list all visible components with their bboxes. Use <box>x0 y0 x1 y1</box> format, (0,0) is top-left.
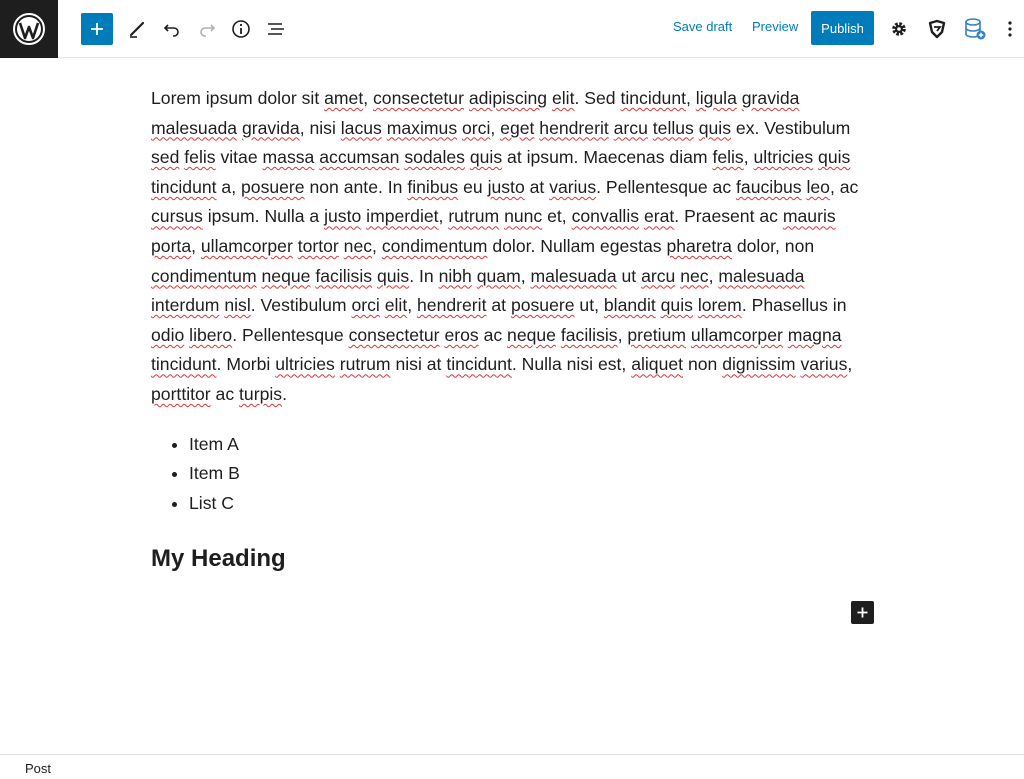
paragraph-word: malesuada <box>718 265 805 286</box>
paragraph-word: non <box>687 354 718 375</box>
paragraph-word: ipsum <box>526 147 574 168</box>
save-draft-button[interactable]: Save draft <box>673 19 733 34</box>
paragraph-word: non <box>309 176 339 197</box>
paragraph-word: at <box>529 176 545 197</box>
gear-icon <box>889 19 909 39</box>
preview-button[interactable]: Preview <box>752 19 799 34</box>
paragraph-word: ipsum <box>207 206 255 227</box>
plus-icon <box>856 606 869 619</box>
heading-block[interactable]: My Heading <box>151 545 286 573</box>
paragraph-word: erat <box>643 206 675 227</box>
paragraph-word: orci <box>351 295 380 316</box>
paragraph-word: Sed <box>584 88 616 108</box>
paragraph-word: quam <box>476 265 521 286</box>
paragraph-word: pretium <box>627 324 687 345</box>
database-icon <box>963 17 987 41</box>
paragraph-word: arcu <box>613 117 648 138</box>
paragraph-word: facilisis <box>315 265 373 286</box>
paragraph-word: pharetra <box>666 235 732 256</box>
paragraph-word: turpis <box>239 383 283 404</box>
database-plugin-button[interactable] <box>959 13 991 45</box>
undo-button[interactable] <box>156 13 188 45</box>
pen-icon <box>127 19 147 39</box>
paragraph-word: ante <box>343 176 378 197</box>
paragraph-word: ultricies <box>753 147 814 168</box>
paragraph-word: Pellentesque <box>605 176 708 197</box>
plus-icon <box>89 21 105 37</box>
paragraph-word: tincidunt <box>620 88 686 108</box>
paragraph-word: sodales <box>404 147 465 168</box>
paragraph-word: justo <box>324 206 362 227</box>
paragraph-word: nec <box>680 265 709 286</box>
paragraph-word: ut <box>579 295 595 316</box>
paragraph-word: ipsum <box>205 88 253 108</box>
paragraph-word: ligula <box>695 88 737 108</box>
paragraph-word: cursus <box>151 206 203 227</box>
editor-toolbar <box>0 0 1024 58</box>
paragraph-word: sed <box>151 147 180 168</box>
paragraph-word: amet <box>324 88 364 108</box>
paragraph-word: quis <box>818 147 851 168</box>
paragraph-word: quis <box>376 265 410 286</box>
paragraph-word: Praesent <box>684 206 755 227</box>
paragraph-word: hendrerit <box>539 117 609 138</box>
paragraph-word: justo <box>487 176 525 197</box>
list-item[interactable]: • List C <box>189 489 873 519</box>
paragraph-word: tincidunt <box>151 354 217 375</box>
paragraph-word: ex <box>735 117 755 138</box>
paragraph-word: mauris <box>782 206 836 227</box>
paragraph-word: massa <box>262 147 315 168</box>
list-block[interactable] <box>189 430 873 519</box>
paragraph-word: elit <box>551 88 575 108</box>
kebab-menu-icon <box>1007 19 1013 39</box>
paragraph-word: consectetur <box>348 324 440 345</box>
paragraph-word: dolor <box>492 235 531 256</box>
paragraph-word: Lorem <box>151 88 201 108</box>
settings-button[interactable] <box>883 13 915 45</box>
paragraph-word: leo <box>806 176 830 197</box>
add-block-button[interactable] <box>81 13 113 45</box>
paragraph-word: condimentum <box>151 265 257 286</box>
paragraph-word: malesuada <box>151 117 238 138</box>
paragraph-word: Vestibulum <box>764 117 851 138</box>
paragraph-word: gravida <box>741 88 800 108</box>
paragraph-word: neque <box>507 324 556 345</box>
paragraph-word: adipiscing <box>468 88 548 108</box>
paragraph-word: nisi <box>566 354 594 375</box>
paragraph-word: quis <box>469 147 503 168</box>
paragraph-word: Nullam <box>540 235 596 256</box>
list-item[interactable]: • Item A <box>189 430 873 460</box>
paragraph-word: nisl <box>224 295 251 316</box>
paragraph-word: faucibus <box>736 176 802 197</box>
paragraph-word: interdum <box>151 295 220 316</box>
paragraph-word: diam <box>669 147 708 168</box>
paragraph-word: Phasellus <box>751 295 828 316</box>
paragraph-word: hendrerit <box>417 295 487 316</box>
paragraph-word: at <box>491 295 507 316</box>
wordpress-logo-icon[interactable] <box>0 0 58 58</box>
paragraph-word: felis <box>184 147 216 168</box>
undo-icon <box>162 19 182 39</box>
paragraph-block[interactable]: Lorem ipsum dolor sit amet, consectetur adipiscing elit. Sed tincidunt, ligula gravida malesuada gravida, nisi lacus maximus orci, eget hendrerit arcu tellus quis ex. Vestibulum sed felis vitae massa accumsan sodales quis at ipsum. Maecenas diam felis, ultricies quis tincidunt a, posuere non ante. In finibus eu justo at varius. Pellentesque ac faucibus leo, ac cursus ipsum. Nulla a justo imperdiet, rutrum nunc et, convallis erat. Praesent ac mauris porta, ullamcorper tortor nec, condimentum dolor. Nullam egestas pharetra dolor, non condimentum neque facilisis quis. In nibh quam, malesuada ut arcu nec, malesuada interdum nisl. Vestibulum orci elit, hendrerit at posuere ut, blandit quis lorem. Phasellus in odio libero. Pellentesque consectetur eros ac neque facilisis, pretium ullamcorper magna tincidunt. Morbi ultricies rutrum nisi at tincidunt. Nulla nisi est, aliquet non dignissim varius, porttitor ac turpis. <box>151 88 859 404</box>
paragraph-word: ac <box>712 176 732 197</box>
paragraph-word: eget <box>500 117 535 138</box>
paragraph-word: consectetur <box>373 88 464 108</box>
paragraph-word: dignissim <box>722 354 796 375</box>
paragraph-word: ac <box>759 206 778 227</box>
paragraph-word: imperdiet <box>366 206 439 227</box>
paragraph-word: nunc <box>504 206 543 227</box>
list-view-button[interactable] <box>260 13 292 45</box>
block-breadcrumb-bar <box>0 754 1024 779</box>
paragraph-word: eu <box>463 176 483 197</box>
paragraph-word: neque <box>261 265 311 286</box>
paragraph-word: porta <box>151 235 192 256</box>
publish-button[interactable]: Publish <box>811 11 874 45</box>
paragraph-word: dolor <box>736 235 776 256</box>
paragraph-word: libero <box>189 324 233 345</box>
paragraph-word: at <box>426 354 442 375</box>
paragraph-word: gravida <box>241 117 300 138</box>
paragraph-word: quis <box>660 295 693 316</box>
paragraph-word: Morbi <box>226 354 271 375</box>
paragraph-word: maximus <box>386 117 458 138</box>
paragraph-word: est <box>597 354 622 375</box>
paragraph-word: finibus <box>407 176 459 197</box>
paragraph-word: eros <box>444 324 479 345</box>
shield-icon <box>927 19 947 39</box>
paragraph-word: facilisis <box>560 324 618 345</box>
paragraph-word: quis <box>698 117 732 138</box>
paragraph-word: orci <box>462 117 491 138</box>
paragraph-word: nisi <box>309 117 336 138</box>
paragraph-word: Nulla <box>264 206 305 227</box>
paragraph-word: nibh <box>438 265 472 286</box>
paragraph-word: ullamcorper <box>200 235 293 256</box>
paragraph-word: porttitor <box>151 383 211 404</box>
paragraph-word: In <box>387 176 403 197</box>
info-icon <box>231 19 251 39</box>
paragraph-word: ac <box>839 176 859 197</box>
paragraph-word: In <box>419 265 434 286</box>
paragraph-word: convallis <box>571 206 640 227</box>
paragraph-word: accumsan <box>319 147 400 168</box>
paragraph-word: posuere <box>510 295 575 316</box>
paragraph-word: condimentum <box>381 235 488 256</box>
paragraph-word: aliquet <box>631 354 684 375</box>
paragraph-word: arcu <box>641 265 676 286</box>
paragraph-word: at <box>507 147 522 168</box>
paragraph-word: a <box>309 206 320 227</box>
paragraph-word: vitae <box>220 147 258 168</box>
paragraph-word: posuere <box>241 176 305 197</box>
paragraph-word: rutrum <box>339 354 391 375</box>
paragraph-word: ullamcorper <box>690 324 783 345</box>
paragraph-word: ut <box>621 265 637 286</box>
breadcrumb-post[interactable]: Post <box>25 761 52 776</box>
paragraph-word: ultricies <box>275 354 335 375</box>
paragraph-word: Pellentesque <box>241 324 344 345</box>
tools-button[interactable] <box>121 13 153 45</box>
list-item[interactable]: • Item B <box>189 459 873 489</box>
redo-icon <box>197 19 217 39</box>
details-button[interactable] <box>225 13 257 45</box>
paragraph-word: lacus <box>340 117 382 138</box>
paragraph-word: ac <box>483 324 503 345</box>
paragraph-word: rutrum <box>448 206 500 227</box>
paragraph-word: non <box>784 235 815 256</box>
paragraph-word: malesuada <box>530 265 617 286</box>
paragraph-word: sit <box>301 88 320 108</box>
paragraph-word: varius <box>800 354 848 375</box>
paragraph-word: ac <box>215 383 235 404</box>
post-content <box>151 84 873 574</box>
paragraph-word: tortor <box>297 235 339 256</box>
paragraph-word: odio <box>151 324 185 345</box>
paragraph-word: Nulla <box>521 354 562 375</box>
paragraph-word: blandit <box>603 295 656 316</box>
paragraph-word: nec <box>343 235 373 256</box>
paragraph-word: Maecenas <box>583 147 665 168</box>
paragraph-word: tincidunt <box>151 176 217 197</box>
paragraph-word: elit <box>384 295 408 316</box>
paragraph-word: varius <box>549 176 597 197</box>
shield-plugin-button[interactable] <box>921 13 953 45</box>
paragraph-word: felis <box>712 147 744 168</box>
paragraph-word: a <box>221 176 232 197</box>
paragraph-word: tellus <box>652 117 694 138</box>
paragraph-word: magna <box>787 324 842 345</box>
options-menu-button[interactable] <box>1000 13 1020 45</box>
paragraph-word: et <box>547 206 562 227</box>
list-view-icon <box>266 19 286 39</box>
paragraph-word: Vestibulum <box>260 295 347 316</box>
redo-button[interactable] <box>191 13 223 45</box>
paragraph-word: nisi <box>395 354 422 375</box>
paragraph-word: dolor <box>257 88 297 108</box>
block-appender-button[interactable] <box>851 601 874 624</box>
paragraph-word: lorem <box>697 295 742 316</box>
paragraph-word: tincidunt <box>446 354 512 375</box>
paragraph-word: in <box>832 295 847 316</box>
paragraph-word: egestas <box>599 235 662 256</box>
